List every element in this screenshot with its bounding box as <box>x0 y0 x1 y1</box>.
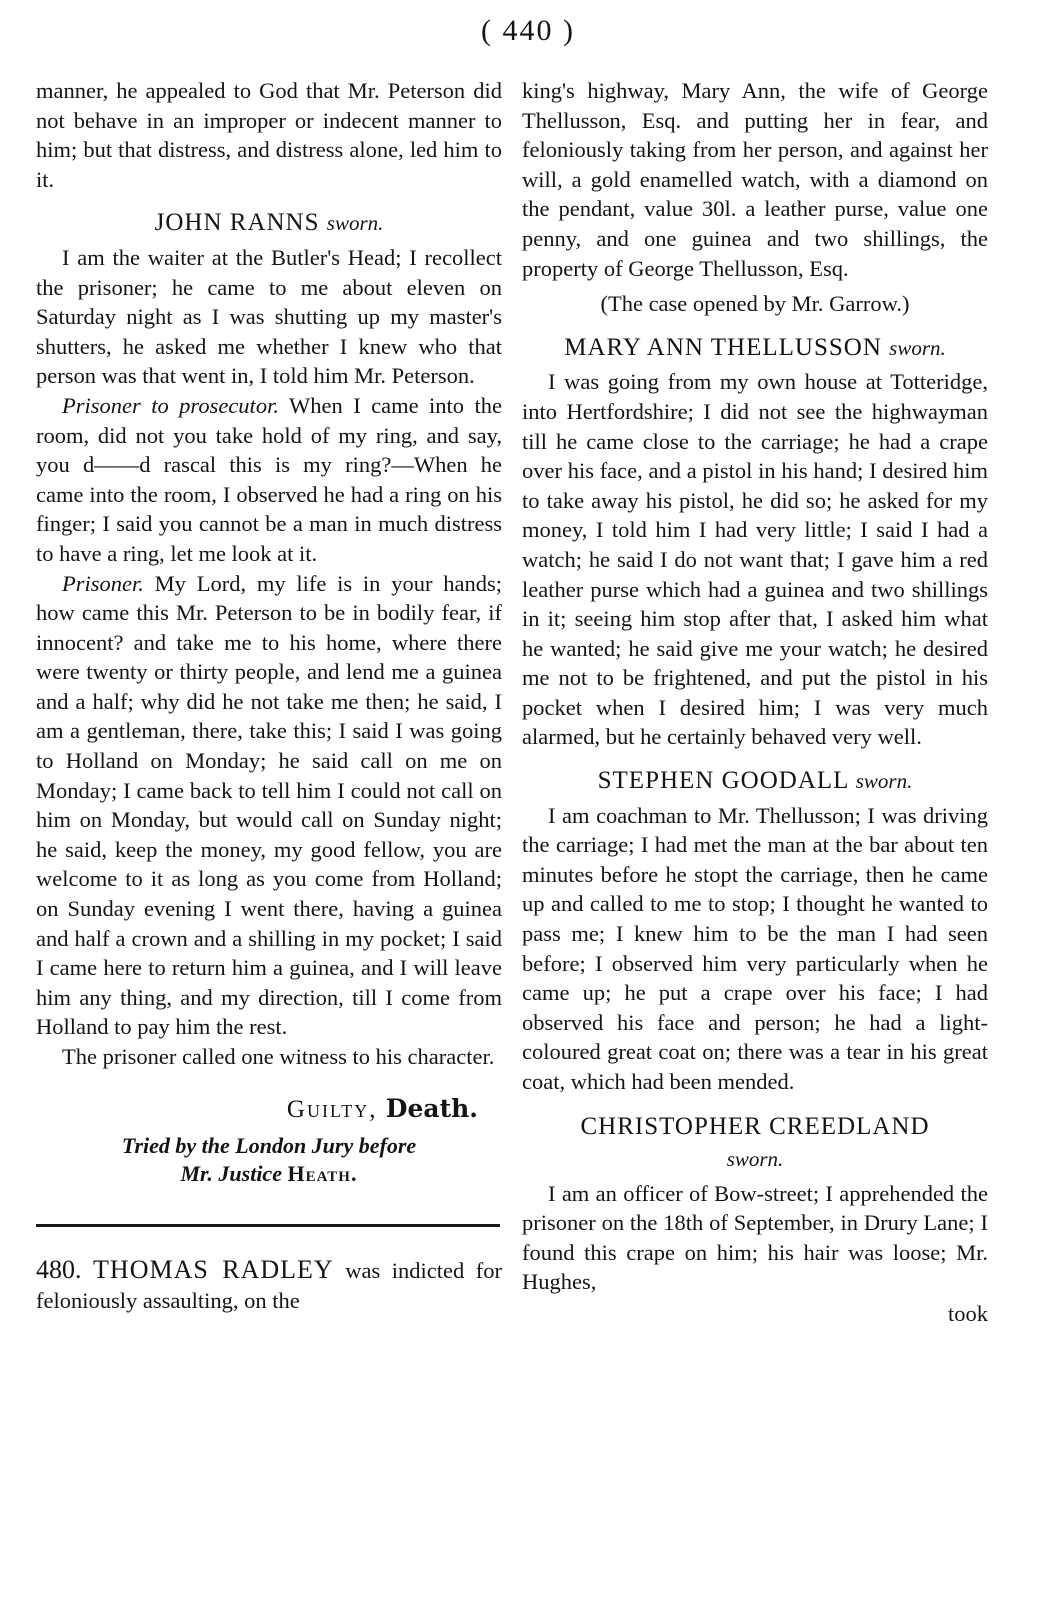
tried-line-2: Mr. Justice Heath. <box>180 1161 358 1187</box>
verdict <box>36 1094 478 1125</box>
continued-paragraph: manner, he appealed to God that Mr. Peterson did not behave in an improper or indecent manner to him; but that distress, and distress alone, led him to it. <box>36 78 502 192</box>
witness-heading-christopher-creedland <box>522 1111 988 1175</box>
left-column <box>36 76 502 1315</box>
witness-name: MARY ANN THELLUSSON <box>564 333 882 361</box>
witness-name: CHRISTOPHER CREEDLAND <box>580 1112 930 1140</box>
sworn-label: sworn. <box>889 335 946 360</box>
witness-heading-mary-ann-thellusson <box>522 333 988 364</box>
testimony-paragraph: I am the waiter at the Butler's Head; I recollect the prisoner; he came to me about eleven on Saturday night as I was shutting up my master's shutters, he asked me whether I knew who that person was that went in, I told him Mr. Peterson. <box>36 244 502 389</box>
witness-heading-john-ranns <box>36 208 502 239</box>
judge-name: Heath. <box>287 1161 358 1187</box>
speaker-label: Prisoner to prosecutor. <box>62 392 279 418</box>
speaker-label: Prisoner. <box>62 570 144 596</box>
sworn-label: sworn. <box>855 769 913 794</box>
exchange-paragraph <box>36 391 502 569</box>
catchword: took <box>947 1300 988 1326</box>
testimony-paragraph: I am an officer of Bow-street; I apprehended the prisoner on the 18th of September, in Drury Lane; I found this crape on him; his hair was loose; Mr. Hughes, <box>522 1180 988 1295</box>
case-opened-note: (The case opened by Mr. Garrow.) <box>600 291 910 317</box>
case-text: was indicted for feloniously assaulting, on the <box>36 1258 503 1313</box>
right-column <box>522 76 988 1329</box>
witness-name: STEPHEN GOODALL <box>597 767 849 795</box>
exchange-text: When I came into the room, did not you take hold of my ring, and say, you d——d rascal this is my ring?—When he came into the room, I observed he had a ring on his finger; I said you cannot be a man in much distress to have a ring, let me look at it. <box>36 392 503 566</box>
case-opening <box>36 1255 502 1315</box>
testimony-paragraph: I was going from my own house at Totteridge, into Hertfordshire; I did not see the highwayman till he came close to the carriage; he had a crape over his face, and a pistol in his hand; I desired him to take away his pistol, he did so; he asked for my money, I told him I had very little; I said I had a watch; he said I do not want that; I gave him a red leather purse which had a guinea and two shillings in it; seeing him stop after that, I asked him what he wanted; he said give me your watch; he desired me not to be frightened, and put the pistol in his pocket when I desired him; I was very much alarmed, but he certainly behaved very well. <box>522 369 988 750</box>
page-number: ( 440 ) <box>481 14 575 47</box>
statement-text: My Lord, my life is in your hands; how came this Mr. Peterson to be in bodily fear, if innocent? and take me to his home, where there were twenty or thirty people, and lend me a guinea and a half; why did he not take me then; he said, I am a gentleman, there, take this; I said I was going to Holland on Monday; he said call on me on Monday; I came back to tell him I could not call on him on Monday, but would call on Sunday night; he said, keep the money, my good fellow, you are welcome to it as long as you come from Holland; on Sunday evening I went there, having a guinea and half a crown and a shilling in my pocket; I said I came here to return him a guinea, and I will leave him any thing, and my direction, till I come from Holland to pay him the rest. <box>36 570 502 1040</box>
tried-by-note <box>36 1132 502 1188</box>
tried-line-1: Tried by the London Jury before <box>121 1133 417 1159</box>
witness-note: The prisoner called one witness to his character. <box>62 1044 495 1069</box>
testimony-paragraph: I am coachman to Mr. Thellusson; I was driving the carriage; I had met the man at the bar about ten minutes before he stopt the carriage, then he came up and called to me to stop; I thought he wanted to pass me; I knew him to be the man I had seen before; I observed him very particularly when he came up; he put a crape over his face; I had observed his face and person; he had a light-coloured great coat on; there was a tear in his great coat, which had been mended. <box>522 802 988 1094</box>
verdict-sentence: Death. <box>385 1093 478 1123</box>
case-number: 480. <box>36 1255 82 1285</box>
sworn-label: sworn. <box>726 1146 784 1171</box>
indictment-paragraph: king's highway, Mary Ann, the wife of George Thellusson, Esq. and putting her in fear, and feloniously taking from her person, and against her will, a gold enamelled watch, with a diamond on the pendant, value 30l. a leather purse, value one penny, and one guinea and two shillings, the property of George Thellusson, Esq. <box>522 78 988 281</box>
verdict-guilty: Guilty, <box>286 1095 378 1123</box>
prisoner-statement <box>36 569 502 1043</box>
witness-name: JOHN RANNS <box>154 209 320 237</box>
witness-heading-stephen-goodall <box>522 766 988 797</box>
sworn-label: sworn. <box>326 211 384 236</box>
section-divider <box>36 1224 500 1227</box>
defendant-name: THOMAS RADLEY <box>93 1255 334 1285</box>
